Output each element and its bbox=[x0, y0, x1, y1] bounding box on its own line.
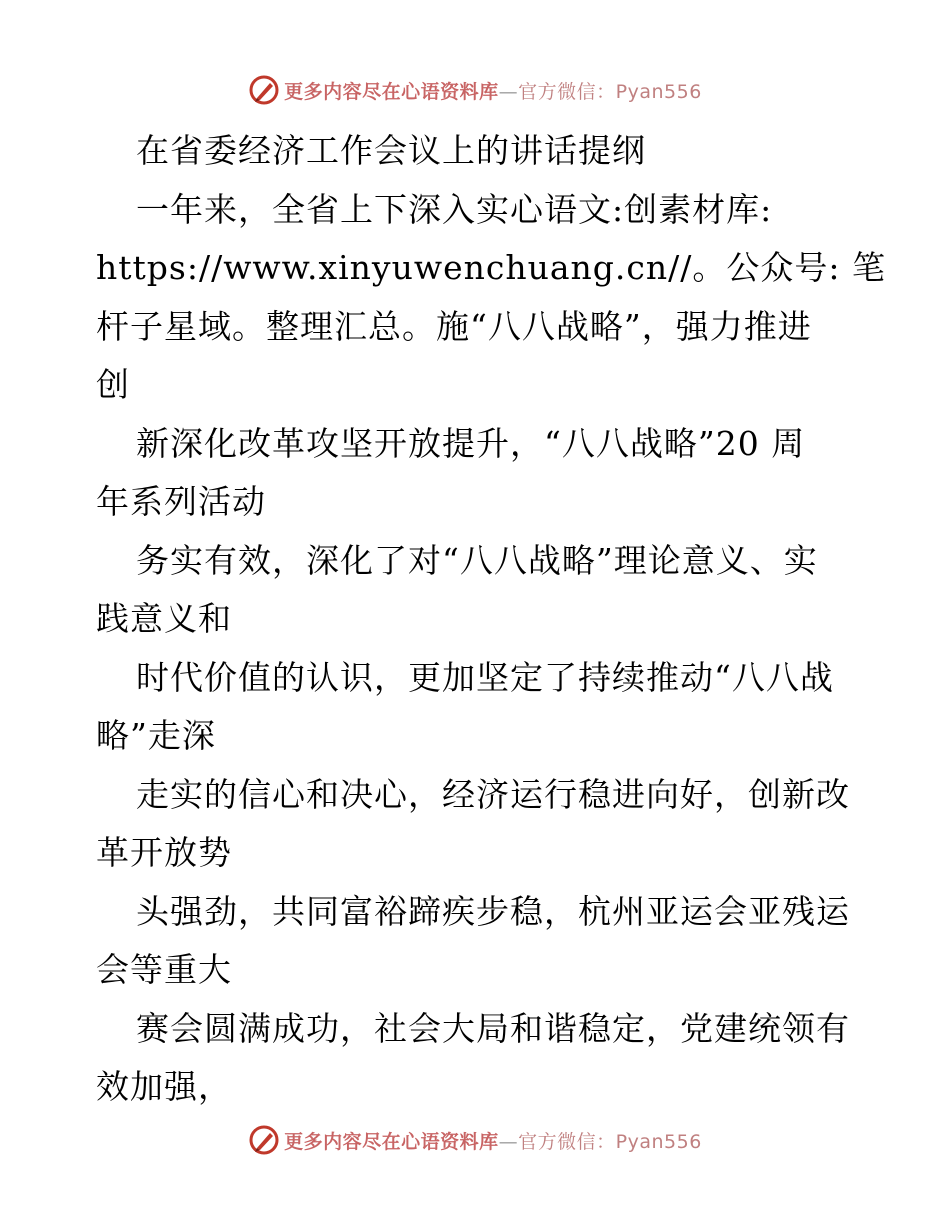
header-wechat: 官方微信：Pyan556 bbox=[518, 80, 702, 103]
text-line: 务实有效，深化了对“八八战略”理论意义、实 bbox=[136, 540, 818, 580]
text-line: 新深化改革攻坚开放提升，“八八战略”20 周 bbox=[136, 423, 806, 463]
pen-logo-icon bbox=[248, 74, 280, 106]
footer-wechat: 官方微信：Pyan556 bbox=[518, 1130, 702, 1153]
text-line: 赛会圆满成功，社会大局和谐稳定，党建统领有 bbox=[136, 1008, 850, 1048]
pen-logo-icon bbox=[248, 1124, 280, 1156]
footer-banner bbox=[0, 1120, 950, 1160]
text-line: 会等重大 bbox=[96, 950, 232, 989]
text-line: 走实的信心和决心，经济运行稳进向好，创新改 bbox=[136, 774, 850, 814]
text-line: 杆子星域。整理汇总。施“八八战略”，强力推进 bbox=[96, 306, 812, 346]
footer-separator: — bbox=[498, 1130, 519, 1153]
text-line: 头强劲，共同富裕蹄疾步稳，杭州亚运会亚残运 bbox=[136, 891, 850, 931]
footer-brand: 更多内容尽在心语资料库 bbox=[284, 1130, 499, 1153]
text-line: 革开放势 bbox=[96, 833, 232, 872]
text-line: 创 bbox=[96, 365, 130, 404]
document-body bbox=[96, 122, 886, 1117]
header-brand: 更多内容尽在心语资料库 bbox=[284, 80, 499, 103]
text-line: 一年来，全省上下深入实心语文:创素材库: bbox=[136, 189, 773, 229]
document-title: 在省委经济工作会议上的讲话提纲 bbox=[136, 131, 646, 170]
header-banner bbox=[0, 70, 950, 110]
text-line: 践意义和 bbox=[96, 599, 232, 638]
text-line: 时代价值的认识，更加坚定了持续推动“八八战 bbox=[136, 657, 834, 697]
text-line: 年系列活动 bbox=[96, 482, 266, 521]
text-line: 效加强， bbox=[96, 1067, 232, 1106]
header-separator: — bbox=[498, 80, 519, 103]
text-line: https://www.xinyuwenchuang.cn//。公众号: 笔 bbox=[96, 248, 886, 287]
text-line: 略”走深 bbox=[96, 716, 216, 755]
